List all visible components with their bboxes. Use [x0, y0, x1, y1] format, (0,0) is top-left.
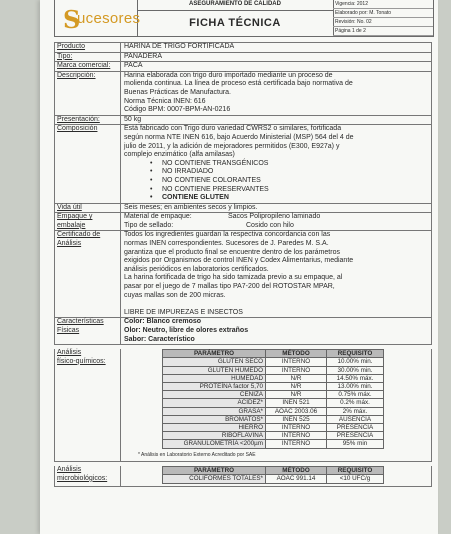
parameter-cell: PROTEÍNA factor 5,70	[163, 383, 266, 391]
claim-item: • CONTIENE GLUTEN	[162, 194, 428, 203]
label-tipo: Tipo:	[55, 53, 121, 62]
header-department: ASEGURAMIENTO DE CALIDAD	[137, 0, 333, 11]
method-cell: INEN 525	[266, 415, 327, 423]
row-vida-util	[54, 204, 432, 214]
physicochemical-body	[163, 358, 384, 448]
value-marca: PACA	[124, 62, 143, 70]
label-line: Certificado de	[57, 231, 101, 239]
method-cell: N/R	[266, 391, 327, 399]
text-line: Buenas Prácticas de Manufactura.	[124, 88, 232, 96]
label-descripcion: Descripción:	[55, 72, 121, 115]
method-cell: INTERNO	[266, 432, 327, 440]
parameter-cell: GLUTEN HÚMEDO	[163, 366, 266, 374]
label-fisico	[55, 349, 121, 461]
physicochemical-table	[162, 349, 384, 448]
text-line: pasar por el juego de 7 mallas tipo PA7-200 del ROTOSTAR MPAR,	[124, 283, 335, 291]
requirement-cell: AUSENCIA	[327, 415, 384, 423]
row-fisico-quimicos	[54, 349, 432, 462]
col-metodo: MÉTODO	[266, 467, 327, 475]
value-micro	[121, 466, 431, 483]
parameter-cell: ACIDEZ*	[163, 399, 266, 407]
text-line: Norma Técnica INEN: 616	[124, 97, 206, 105]
row-microbiologicos	[54, 466, 432, 486]
requirement-cell: 0.2% máx.	[327, 399, 384, 407]
claim-item: • NO CONTIENE PRESERVANTES	[162, 186, 428, 195]
parameter-cell: GRASA*	[163, 407, 266, 415]
value-vida-util: Seis meses; en ambientes secos y limpios.	[124, 203, 258, 211]
meta-revision: Revisión: No. 02	[333, 18, 433, 27]
value-certificado	[121, 231, 431, 317]
label-line: Físicas	[57, 327, 80, 334]
label-vida-util: Vida útil	[55, 204, 121, 213]
row-composicion	[54, 125, 432, 203]
logo-mark: S	[63, 5, 81, 34]
parameter-cell: BROMATOS*	[163, 415, 266, 423]
label-line: Características	[57, 318, 104, 326]
meta-elaborado: Elaborado por: M. Tonato	[333, 9, 433, 18]
table-row	[163, 440, 384, 448]
table-row	[163, 366, 384, 374]
label-line: embalaje	[57, 221, 86, 229]
sellado-key: Tipo de sellado:	[124, 221, 174, 229]
row-empaque	[54, 213, 432, 231]
meta-vigencia: Vigencia: 2012	[333, 0, 433, 9]
col-metodo: MÉTODO	[266, 350, 327, 358]
text-line: Sabor: Característico	[124, 335, 195, 343]
col-parametro: PARÁMETRO	[163, 350, 266, 358]
method-cell: INTERNO	[266, 358, 327, 366]
label-caracteristicas	[55, 318, 121, 344]
value-producto: HARINA DE TRIGO FORTIFICADA	[124, 43, 235, 50]
requirement-cell: 14.50% máx.	[327, 374, 384, 382]
requirement-cell: 0.75% máx.	[327, 391, 384, 399]
logo-text: ucesores	[77, 10, 141, 27]
value-tipo: PANADERA	[124, 52, 162, 60]
table-row	[163, 415, 384, 423]
text-line: La harina fortificada de trigo ha sido tamizada previo a su empaque, al	[124, 274, 343, 282]
method-cell: INEN 521	[266, 399, 327, 407]
table-row	[163, 391, 384, 399]
empaque-value: Sacos Polipropileno laminado	[228, 213, 321, 221]
text-line: análisis periódicos en laboratorios certificados.	[124, 265, 269, 273]
row-certificado	[54, 231, 432, 318]
row-producto	[54, 42, 432, 53]
label-line: Empaque y	[57, 213, 93, 221]
value-presentacion: 50 kg	[124, 115, 142, 123]
parameter-cell: GRANULOMETRÍA <200µm	[163, 440, 266, 448]
text-line: Código BPM: 0007-BPM-AN-0216	[124, 106, 231, 114]
claim-item: • NO CONTIENE COLORANTES	[162, 177, 428, 186]
table-row	[163, 399, 384, 407]
text-line: complejo enzimático (alfa amilasas)	[124, 151, 235, 159]
row-caracteristicas	[54, 318, 432, 345]
text-line: molienda continua. La línea de proceso está certificada bajo normativa de	[124, 80, 353, 88]
text-line: julio de 2011, y la adición de mejoradores permitidos (E300, E927a) y	[124, 142, 340, 150]
text-line: Harina elaborada con trigo duro importado mediante un proceso de	[124, 71, 333, 79]
method-cell: N/R	[266, 374, 327, 382]
company-logo	[55, 0, 141, 36]
row-descripcion	[54, 72, 432, 116]
header-meta	[333, 0, 433, 36]
table-row	[163, 358, 384, 366]
table-row	[163, 383, 384, 391]
col-requisito: REQUISITO	[327, 350, 384, 358]
table-row	[163, 424, 384, 432]
method-cell: INTERNO	[266, 424, 327, 432]
claim-item: • NO CONTIENE TRANSGÉNICOS	[162, 160, 428, 169]
requirement-cell: 13.00% min.	[327, 383, 384, 391]
label-micro	[55, 466, 121, 485]
empaque-key: Material de empaque:	[124, 213, 192, 221]
label-line: Análisis	[57, 466, 82, 474]
label-presentacion: Presentación:	[55, 116, 121, 125]
method-cell: AOAC 991.14	[266, 475, 327, 483]
document-sheet	[40, 0, 438, 534]
text-line: LIBRE DE IMPUREZAS E INSECTOS	[124, 308, 243, 316]
sellado-value: Cosido con hilo	[246, 221, 294, 229]
method-cell: AOAC 2003.06	[266, 407, 327, 415]
parameter-cell: GLUTEN SECO	[163, 358, 266, 366]
microbiological-body	[163, 475, 384, 483]
col-parametro: PARÁMETRO	[163, 467, 266, 475]
row-marca	[54, 62, 432, 72]
document-title: FICHA TÉCNICA	[189, 17, 281, 29]
row-presentacion	[54, 116, 432, 126]
method-cell: INTERNO	[266, 366, 327, 374]
spacer	[124, 300, 428, 309]
requirement-cell: <10 UFC/g	[327, 475, 384, 483]
text-line: cuyas mallas son de 200 micras.	[124, 291, 226, 299]
requirement-cell: 30.00% min.	[327, 366, 384, 374]
requirement-cell: 95% min	[327, 440, 384, 448]
table-row	[163, 475, 384, 483]
text-line: Olor: Neutro, libre de olores extraños	[124, 327, 249, 334]
text-line: Está fabricado con Trigo duro variedad CWRS2 o similares, fortificada	[124, 125, 342, 133]
microbiological-table	[162, 466, 384, 483]
parameter-cell: HIERRO	[163, 424, 266, 432]
label-empaque	[55, 213, 121, 230]
parameter-cell: COLIFORMES TOTALES*	[163, 475, 266, 483]
parameter-cell: CENIZA	[163, 391, 266, 399]
text-line: exigidos por Organismos de control INEN y Codex Alimentarius, mediante	[124, 257, 354, 265]
text-line: garantiza que el producto final se encuentre dentro de los parámetros	[124, 248, 340, 256]
document-header	[54, 0, 434, 37]
value-fisico	[121, 349, 431, 459]
claim-item: • NO IRRADIADO	[162, 168, 428, 177]
label-composicion: Composición	[55, 125, 121, 202]
parameter-cell: HUMEDAD	[163, 374, 266, 382]
label-line: microbiológicos:	[57, 474, 108, 482]
requirement-cell: 10.00% min.	[327, 358, 384, 366]
col-requisito: REQUISITO	[327, 467, 384, 475]
table-row	[163, 374, 384, 382]
label-line: Análisis	[57, 349, 82, 357]
label-line: físico-químicos:	[57, 357, 106, 365]
requirement-cell: PRESENCIA	[327, 424, 384, 432]
text-line: normas INEN correspondientes. Sucesores de J. Paredes M. S.A.	[124, 240, 329, 248]
lab-note: * Análisis en Laboratorio Externo Acreditado por SAE	[138, 451, 256, 458]
spec-table	[54, 42, 432, 487]
label-line: Análisis	[57, 240, 82, 248]
requirement-cell: 2% máx.	[327, 407, 384, 415]
value-composicion	[121, 125, 431, 202]
text-line: Color: Blanco cremoso	[124, 318, 202, 326]
method-cell: N/R	[266, 383, 327, 391]
requirement-cell: PRESENCIA	[327, 432, 384, 440]
meta-pagina: Página 1 de 2	[333, 27, 433, 36]
value-empaque	[121, 213, 431, 230]
claims-list	[124, 160, 428, 203]
parameter-cell: RIBOFLAVINA	[163, 432, 266, 440]
row-tipo	[54, 53, 432, 63]
table-row	[163, 407, 384, 415]
table-row	[163, 432, 384, 440]
label-marca: Marca comercial:	[55, 62, 121, 71]
method-cell: INTERNO	[266, 440, 327, 448]
value-caracteristicas	[121, 318, 431, 344]
value-descripcion	[121, 72, 431, 115]
text-line: según norma NTE INEN 616, bajo Acuerdo Ministerial (MSP) 564 del 4 de	[124, 133, 354, 141]
label-certificado	[55, 231, 121, 317]
text-line: Todos los ingredientes guardan la respectiva concordancia con las	[124, 231, 331, 239]
label-producto: Producto	[55, 43, 121, 52]
